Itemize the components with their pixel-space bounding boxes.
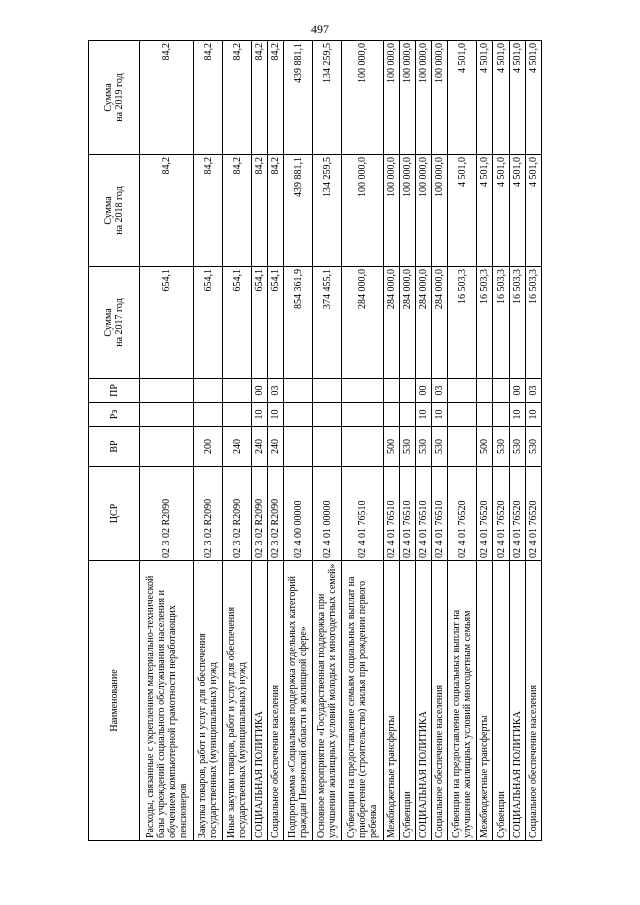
table-row	[448, 41, 477, 841]
table-row	[252, 41, 268, 841]
row-sum-2018: 84,2	[268, 155, 284, 267]
header-rz: Рз	[89, 403, 140, 427]
table-row	[194, 41, 223, 841]
row-vr: 240	[252, 427, 268, 467]
header-sum-2019	[89, 41, 140, 155]
row-pr: 00	[509, 379, 525, 403]
row-name: Подпрограмма «Социальная поддержка отдельных категорий граждан Пензенской области в жилищной сфере»	[284, 561, 313, 841]
row-pr	[477, 379, 493, 403]
row-vr	[448, 427, 477, 467]
row-csr: 02 3 02 R2090	[268, 467, 284, 561]
row-rz: 10	[509, 403, 525, 427]
row-sum-2019: 4 501,0	[525, 41, 541, 155]
row-pr: 03	[432, 379, 448, 403]
header-sum-2018-line2: на 2018 год	[114, 186, 125, 235]
row-csr: 02 4 01 76520	[448, 467, 477, 561]
row-sum-2018: 439 881,1	[284, 155, 313, 267]
row-rz: 10	[432, 403, 448, 427]
row-name: СОЦИАЛЬНАЯ ПОЛИТИКА	[509, 561, 525, 841]
row-sum-2019: 4 501,0	[448, 41, 477, 155]
row-pr	[448, 379, 477, 403]
row-sum-2017: 654,1	[268, 267, 284, 379]
row-sum-2017: 284 000,0	[416, 267, 432, 379]
table-row	[140, 41, 194, 841]
row-sum-2018: 84,2	[140, 155, 194, 267]
row-rz	[448, 403, 477, 427]
row-sum-2019: 84,2	[140, 41, 194, 155]
row-vr: 500	[477, 427, 493, 467]
table-row	[525, 41, 541, 841]
row-vr: 240	[268, 427, 284, 467]
row-vr: 240	[223, 427, 252, 467]
row-pr: 03	[268, 379, 284, 403]
row-sum-2017: 16 503,3	[477, 267, 493, 379]
row-csr: 02 4 01 76510	[383, 467, 399, 561]
table-body	[140, 41, 542, 841]
row-pr	[342, 379, 384, 403]
header-row	[89, 41, 140, 841]
row-rz	[342, 403, 384, 427]
table-row	[383, 41, 399, 841]
header-sum-2017-line1: Сумма	[103, 308, 114, 337]
row-name: Субвенции	[399, 561, 415, 841]
header-sum-2019-line2: на 2019 год	[114, 73, 125, 122]
row-sum-2019: 100 000,0	[432, 41, 448, 155]
row-vr: 200	[194, 427, 223, 467]
row-sum-2017: 284 000,0	[383, 267, 399, 379]
row-rz	[493, 403, 509, 427]
row-sum-2018: 84,2	[223, 155, 252, 267]
row-vr: 530	[525, 427, 541, 467]
header-vr: ВР	[89, 427, 140, 467]
row-sum-2018: 100 000,0	[399, 155, 415, 267]
table-row	[432, 41, 448, 841]
row-sum-2019: 84,2	[223, 41, 252, 155]
row-pr	[383, 379, 399, 403]
row-name: СОЦИАЛЬНАЯ ПОЛИТИКА	[252, 561, 268, 841]
table-row	[509, 41, 525, 841]
row-name: Основное мероприятие «Государственная поддержка при улучшении жилищных условий молодых и многодетных семей»	[313, 561, 342, 841]
row-csr: 02 4 01 76520	[493, 467, 509, 561]
row-csr: 02 3 02 R2090	[140, 467, 194, 561]
row-vr: 500	[383, 427, 399, 467]
row-sum-2019: 4 501,0	[493, 41, 509, 155]
row-sum-2019: 100 000,0	[416, 41, 432, 155]
row-sum-2017: 654,1	[252, 267, 268, 379]
table-row	[223, 41, 252, 841]
row-csr: 02 3 02 R2090	[194, 467, 223, 561]
row-csr: 02 4 01 76520	[509, 467, 525, 561]
row-rz: 10	[525, 403, 541, 427]
row-vr	[342, 427, 384, 467]
row-sum-2017: 16 503,3	[509, 267, 525, 379]
row-sum-2017: 654,1	[194, 267, 223, 379]
row-rz	[140, 403, 194, 427]
header-sum-2019-line1: Сумма	[103, 83, 114, 112]
row-csr: 02 4 01 76510	[416, 467, 432, 561]
table-row	[284, 41, 313, 841]
row-sum-2018: 4 501,0	[477, 155, 493, 267]
header-sum-2017-line2: на 2017 год	[114, 298, 125, 347]
row-csr: 02 4 01 76520	[525, 467, 541, 561]
row-rz: 10	[416, 403, 432, 427]
row-sum-2018: 4 501,0	[525, 155, 541, 267]
row-vr	[284, 427, 313, 467]
row-name: СОЦИАЛЬНАЯ ПОЛИТИКА	[416, 561, 432, 841]
row-sum-2018: 100 000,0	[342, 155, 384, 267]
row-name: Закупка товаров, работ и услуг для обеспечения государственных (муниципальных) нужд	[194, 561, 223, 841]
header-sum-2018-line1: Сумма	[103, 196, 114, 225]
row-sum-2017: 854 361,9	[284, 267, 313, 379]
row-vr: 530	[416, 427, 432, 467]
table-row	[493, 41, 509, 841]
row-rz	[194, 403, 223, 427]
row-sum-2018: 4 501,0	[493, 155, 509, 267]
row-rz: 10	[268, 403, 284, 427]
row-csr: 02 4 01 00000	[313, 467, 342, 561]
row-sum-2018: 100 000,0	[432, 155, 448, 267]
row-name: Социальное обеспечение населения	[525, 561, 541, 841]
row-rz	[284, 403, 313, 427]
row-name: Субвенции	[493, 561, 509, 841]
row-sum-2019: 100 000,0	[383, 41, 399, 155]
row-vr: 530	[432, 427, 448, 467]
row-csr: 02 4 01 76510	[342, 467, 384, 561]
budget-table	[88, 40, 542, 841]
row-pr	[313, 379, 342, 403]
row-vr: 530	[509, 427, 525, 467]
row-sum-2018: 84,2	[252, 155, 268, 267]
row-sum-2019: 4 501,0	[509, 41, 525, 155]
row-pr	[194, 379, 223, 403]
row-csr: 02 4 01 76520	[477, 467, 493, 561]
row-sum-2018: 4 501,0	[509, 155, 525, 267]
row-name: Межбюджетные трансферты	[477, 561, 493, 841]
row-sum-2019: 439 881,1	[284, 41, 313, 155]
row-csr: 02 3 02 R2090	[252, 467, 268, 561]
header-sum-2018	[89, 155, 140, 267]
row-sum-2018: 100 000,0	[383, 155, 399, 267]
row-pr	[284, 379, 313, 403]
row-csr: 02 4 01 76510	[432, 467, 448, 561]
row-sum-2018: 4 501,0	[448, 155, 477, 267]
row-pr: 00	[416, 379, 432, 403]
row-sum-2017: 284 000,0	[432, 267, 448, 379]
rotated-table-container	[88, 41, 542, 841]
row-pr	[399, 379, 415, 403]
row-csr: 02 3 02 R2090	[223, 467, 252, 561]
row-sum-2019: 134 259,5	[313, 41, 342, 155]
row-sum-2017: 654,1	[140, 267, 194, 379]
page-number: 497	[311, 22, 329, 36]
row-sum-2019: 100 000,0	[399, 41, 415, 155]
row-sum-2019: 100 000,0	[342, 41, 384, 155]
row-sum-2018: 84,2	[194, 155, 223, 267]
table-row	[416, 41, 432, 841]
row-sum-2017: 16 503,3	[525, 267, 541, 379]
row-vr: 530	[493, 427, 509, 467]
row-pr	[493, 379, 509, 403]
header-name: Наименование	[89, 561, 140, 841]
row-sum-2017: 16 503,3	[448, 267, 477, 379]
row-name: Субвенции на предоставление семьям социальных выплат на приобретение (строительство) жилья при рождении первого ребенка	[342, 561, 384, 841]
row-sum-2019: 84,2	[268, 41, 284, 155]
row-sum-2017: 284 000,0	[342, 267, 384, 379]
row-name: Межбюджетные трансферты	[383, 561, 399, 841]
table-row	[399, 41, 415, 841]
row-rz	[223, 403, 252, 427]
row-sum-2019: 84,2	[252, 41, 268, 155]
table-row	[313, 41, 342, 841]
row-sum-2017: 284 000,0	[399, 267, 415, 379]
table-row	[268, 41, 284, 841]
row-rz	[399, 403, 415, 427]
header-pr: ПР	[89, 379, 140, 403]
row-csr: 02 4 01 76510	[399, 467, 415, 561]
row-rz	[477, 403, 493, 427]
row-rz	[313, 403, 342, 427]
row-pr: 00	[252, 379, 268, 403]
row-pr	[223, 379, 252, 403]
row-sum-2017: 16 503,3	[493, 267, 509, 379]
row-name: Социальное обеспечение населения	[432, 561, 448, 841]
row-name: Социальное обеспечение населения	[268, 561, 284, 841]
row-sum-2017: 654,1	[223, 267, 252, 379]
row-sum-2017: 374 455,1	[313, 267, 342, 379]
row-vr	[140, 427, 194, 467]
row-csr: 02 4 00 00000	[284, 467, 313, 561]
row-vr: 530	[399, 427, 415, 467]
row-name: Расходы, связанные с укреплением материально-технической базы учреждений социального обслуживания населения и обучением компьютерной грамотности неработающих пенсионеров	[140, 561, 194, 841]
table-row	[342, 41, 384, 841]
row-rz	[383, 403, 399, 427]
row-sum-2019: 4 501,0	[477, 41, 493, 155]
row-sum-2018: 100 000,0	[416, 155, 432, 267]
row-vr	[313, 427, 342, 467]
table-row	[477, 41, 493, 841]
row-pr	[140, 379, 194, 403]
row-rz: 10	[252, 403, 268, 427]
row-sum-2018: 134 259,5	[313, 155, 342, 267]
header-csr: ЦСР	[89, 467, 140, 561]
header-sum-2017	[89, 267, 140, 379]
row-pr: 03	[525, 379, 541, 403]
row-name: Иные закупки товаров, работ и услуг для обеспечения государственных (муниципальных) нужд	[223, 561, 252, 841]
row-sum-2019: 84,2	[194, 41, 223, 155]
row-name: Субвенции на предоставление социальных выплат на улучшение жилищных условий многодетным семьям	[448, 561, 477, 841]
